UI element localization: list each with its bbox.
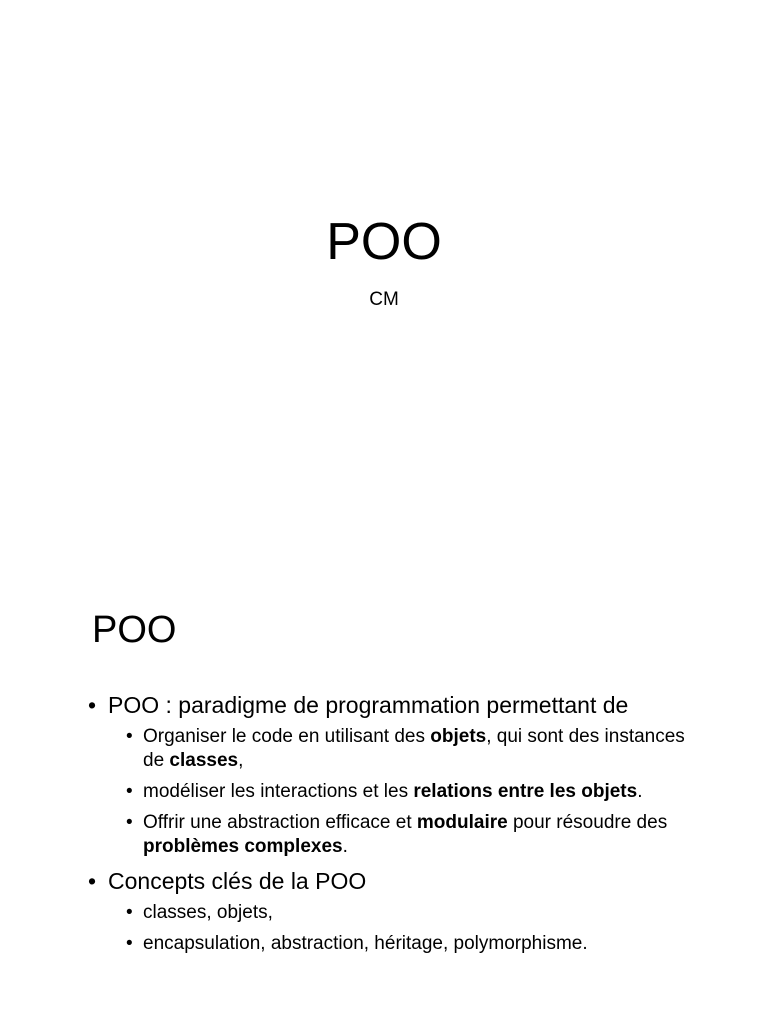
emphasis-text: relations entre les objets xyxy=(413,781,638,802)
sub-bullet-list xyxy=(108,725,708,859)
sub-bullet-item xyxy=(108,901,708,925)
emphasis-text: problèmes complexes xyxy=(143,836,343,857)
bullet-item xyxy=(88,691,708,859)
bullet-text: Concepts clés de la POO xyxy=(108,868,367,894)
sub-bullet-icon: • xyxy=(126,812,133,833)
sub-bullet-text: , xyxy=(238,750,244,771)
sub-bullet-icon: • xyxy=(126,726,133,747)
emphasis-text: modulaire xyxy=(416,812,508,833)
sub-bullet-text: encapsulation, abstraction, héritage, polymorphisme. xyxy=(143,933,588,954)
sub-bullet-item xyxy=(108,725,708,773)
sub-bullet-text: . xyxy=(342,836,348,857)
bullet-list xyxy=(88,691,708,964)
slide-subtitle: CM xyxy=(369,289,399,310)
slide-heading: POO xyxy=(92,609,177,651)
sub-bullet-text: , qui sont des instances de xyxy=(143,726,685,771)
sub-bullet-item xyxy=(108,780,708,804)
sub-bullet-icon: • xyxy=(126,781,133,802)
sub-bullet-icon: • xyxy=(126,902,133,923)
sub-bullet-item xyxy=(108,932,708,956)
sub-bullet-text: classes, objets, xyxy=(143,902,273,923)
emphasis-text: classes xyxy=(169,750,239,771)
sub-bullet-text: Offrir une abstraction efficace et xyxy=(143,812,417,833)
emphasis-text: objets xyxy=(430,726,487,747)
slide-title: POO xyxy=(326,213,442,271)
sub-bullet-text: modéliser les interactions et les xyxy=(143,781,414,802)
sub-bullet-text: Organiser le code en utilisant des xyxy=(143,726,431,747)
sub-bullet-item xyxy=(108,811,708,859)
bullet-icon: • xyxy=(88,868,97,894)
content-slide xyxy=(0,576,768,1024)
sub-bullet-list xyxy=(108,901,708,956)
sub-bullet-icon: • xyxy=(126,933,133,954)
sub-bullet-text: . xyxy=(637,781,643,802)
sub-bullet-text: pour résoudre des xyxy=(507,812,668,833)
bullet-text: POO : paradigme de programmation permettant de xyxy=(108,692,629,718)
bullet-item xyxy=(88,867,708,956)
bullet-icon: • xyxy=(88,692,97,718)
